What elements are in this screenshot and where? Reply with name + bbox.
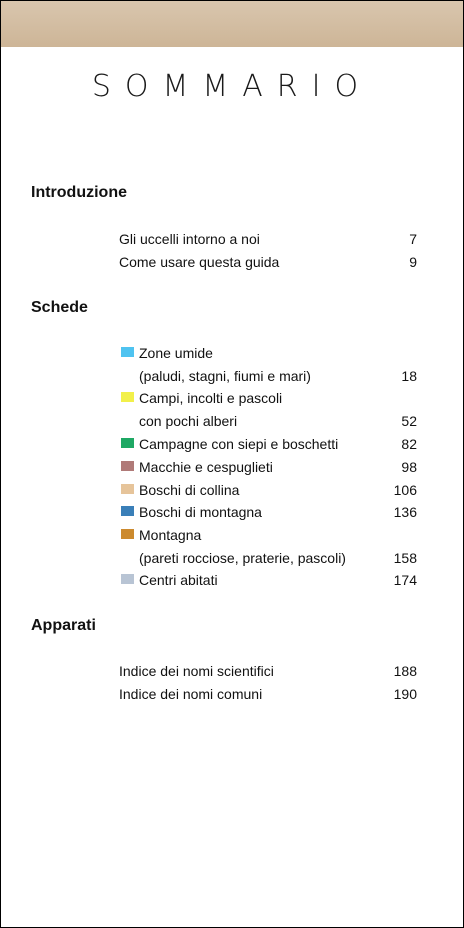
toc-entry-label: Gli uccelli intorno a noi <box>119 231 260 247</box>
toc-entry-page: 106 <box>393 482 417 498</box>
toc-entry-label: Zone umide <box>139 345 213 361</box>
toc-entry[interactable] <box>119 365 417 387</box>
top-border <box>1 1 463 47</box>
toc-entry-label: Campagne con siepi e boschetti <box>139 436 339 452</box>
toc-entry-label: Centri abitati <box>139 572 218 588</box>
toc-entry[interactable] <box>119 387 417 409</box>
toc-entry-label: Boschi di collina <box>139 482 240 498</box>
toc-entry[interactable] <box>119 456 417 478</box>
toc-entry-page: 9 <box>409 254 417 270</box>
toc-entry[interactable] <box>119 228 417 250</box>
toc-entry-label: Indice dei nomi scientifici <box>119 663 274 679</box>
toc-entry[interactable] <box>119 569 417 591</box>
toc-entry-label: (pareti rocciose, praterie, pascoli) <box>139 550 346 566</box>
habitat-color-swatch <box>121 461 134 471</box>
habitat-color-swatch <box>121 574 134 584</box>
toc-entry-label: Indice dei nomi comuni <box>119 686 263 702</box>
toc-entry-page: 7 <box>409 231 417 247</box>
toc-entry[interactable] <box>119 479 417 501</box>
toc-entry-page: 174 <box>393 572 417 588</box>
toc-entry[interactable] <box>119 683 417 705</box>
page-title: SOMMARIO <box>91 69 373 104</box>
toc-entry[interactable] <box>119 251 417 273</box>
habitat-color-swatch <box>121 506 134 516</box>
toc-entry-page: 190 <box>393 686 417 702</box>
habitat-color-swatch <box>121 484 134 494</box>
habitat-color-swatch <box>121 347 134 357</box>
habitat-color-swatch <box>121 392 134 402</box>
toc-entry[interactable] <box>119 524 417 546</box>
toc-entry-page: 136 <box>393 504 417 520</box>
toc-entry-label: Macchie e cespuglieti <box>139 459 273 475</box>
toc-entry-label: Montagna <box>139 527 202 543</box>
habitat-color-swatch <box>121 529 134 539</box>
section-heading-introduzione: Introduzione <box>31 184 127 201</box>
section-heading-apparati: Apparati <box>31 617 96 634</box>
toc-entry[interactable] <box>119 342 417 364</box>
toc-entry[interactable] <box>119 660 417 682</box>
toc-entry-label: Come usare questa guida <box>119 254 280 270</box>
toc-entry[interactable] <box>119 501 417 523</box>
toc-entry-label: Campi, incolti e pascoli <box>139 390 283 406</box>
section-heading-schede: Schede <box>31 299 88 316</box>
toc-entry-page: 158 <box>393 550 417 566</box>
toc-entry-label: con pochi alberi <box>139 413 238 429</box>
toc-entry[interactable] <box>119 433 417 455</box>
toc-entry-page: 52 <box>401 413 417 429</box>
toc-entry[interactable] <box>119 410 417 432</box>
toc-entry-page: 82 <box>401 436 417 452</box>
toc-entry-label: (paludi, stagni, fiumi e mari) <box>139 368 311 384</box>
habitat-color-swatch <box>121 438 134 448</box>
toc-entry-page: 98 <box>401 459 417 475</box>
toc-entry-page: 188 <box>393 663 417 679</box>
toc-entry-page: 18 <box>401 368 417 384</box>
toc-entry[interactable] <box>119 547 417 569</box>
toc-entry-label: Boschi di montagna <box>139 504 262 520</box>
